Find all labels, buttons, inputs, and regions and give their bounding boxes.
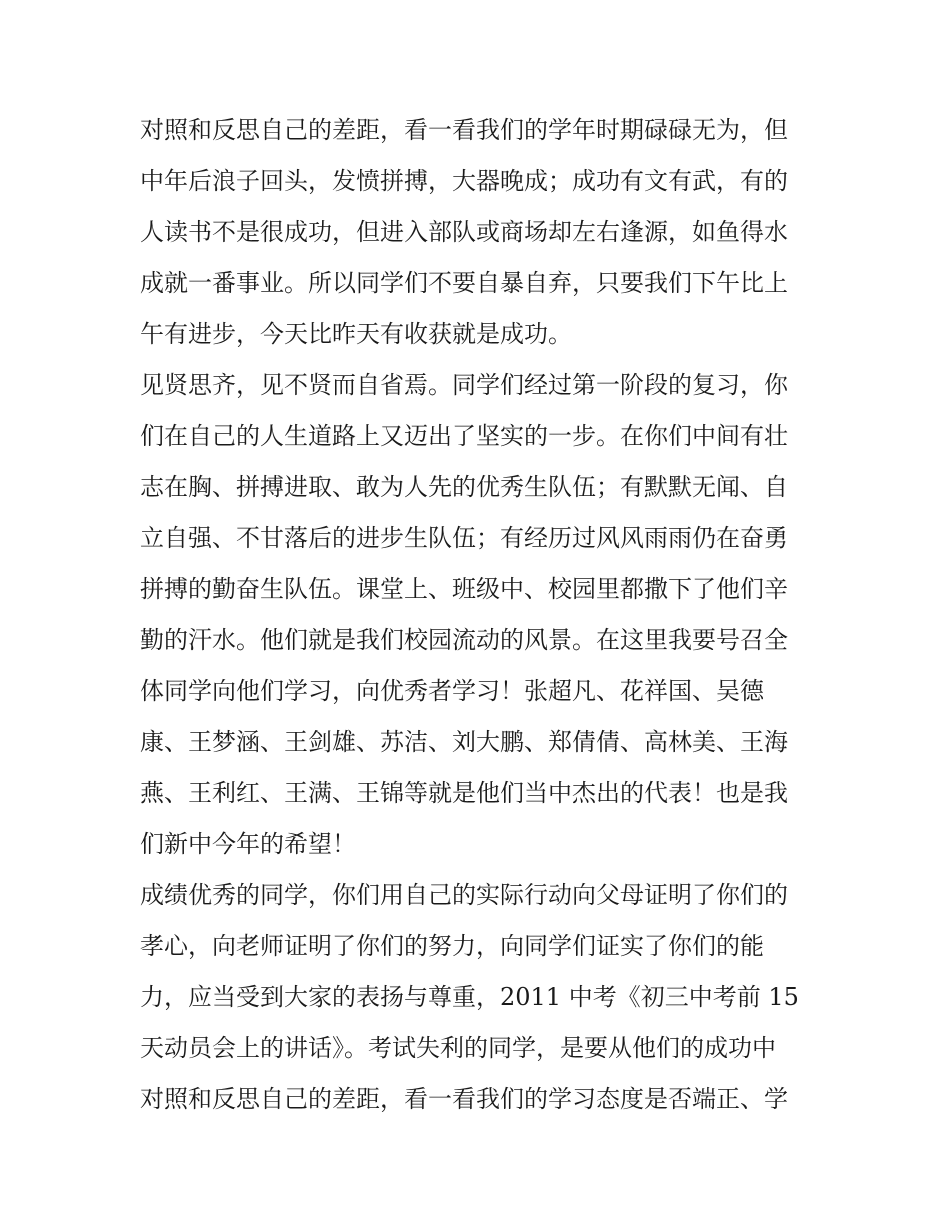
text-line: 拼搏的勤奋生队伍。课堂上、班级中、校园里都撒下了他们辛 [140,575,788,603]
text-line: 志在胸、拼搏进取、敢为人先的优秀生队伍；有默默无闻、自 [140,473,788,501]
text-line: 见贤思齐，见不贤而自省焉。同学们经过第一阶段的复习，你 [140,371,788,399]
text-line: 们在自己的人生道路上又迈出了坚实的一步。在你们中间有壮 [140,422,788,450]
text-line: 成就一番事业。所以同学们不要自暴自弃，只要我们下午比上 [140,269,788,297]
text-line: 人读书不是很成功，但进入部队或商场却左右逢源，如鱼得水 [140,218,788,246]
text-line: 燕、王利红、王满、王锦等就是他们当中杰出的代表！也是我 [140,779,788,807]
text-line: 勤的汗水。他们就是我们校园流动的风景。在这里我要号召全 [140,626,788,654]
text-line: 体同学向他们学习，向优秀者学习！张超凡、花祥国、吴德 [140,677,764,705]
text-line: 立自强、不甘落后的进步生队伍；有经历过风风雨雨仍在奋勇 [140,524,788,552]
text-line: 康、王梦涵、王剑雄、苏洁、刘大鹏、郑倩倩、高林美、王海 [140,728,788,756]
text-line: 力，应当受到大家的表扬与尊重，2011 中考《初三中考前 15 [140,983,799,1011]
text-line: 孝心，向老师证明了你们的努力，向同学们证实了你们的能 [140,932,764,960]
body-text [140,105,820,1125]
text-line: 中年后浪子回头，发愤拼搏，大器晚成；成功有文有武，有的 [140,167,788,195]
text-line: 对照和反思自己的差距，看一看我们的学年时期碌碌无为，但 [140,116,788,144]
text-line: 天动员会上的讲话》。考试失利的同学，是要从他们的成功中 [140,1034,776,1062]
text-line: 午有进步，今天比昨天有收获就是成功。 [140,320,572,348]
text-line: 们新中今年的希望！ [140,830,356,858]
text-line: 成绩优秀的同学，你们用自己的实际行动向父母证明了你们的 [140,881,788,909]
text-line: 对照和反思自己的差距，看一看我们的学习态度是否端正、学 [140,1085,788,1113]
